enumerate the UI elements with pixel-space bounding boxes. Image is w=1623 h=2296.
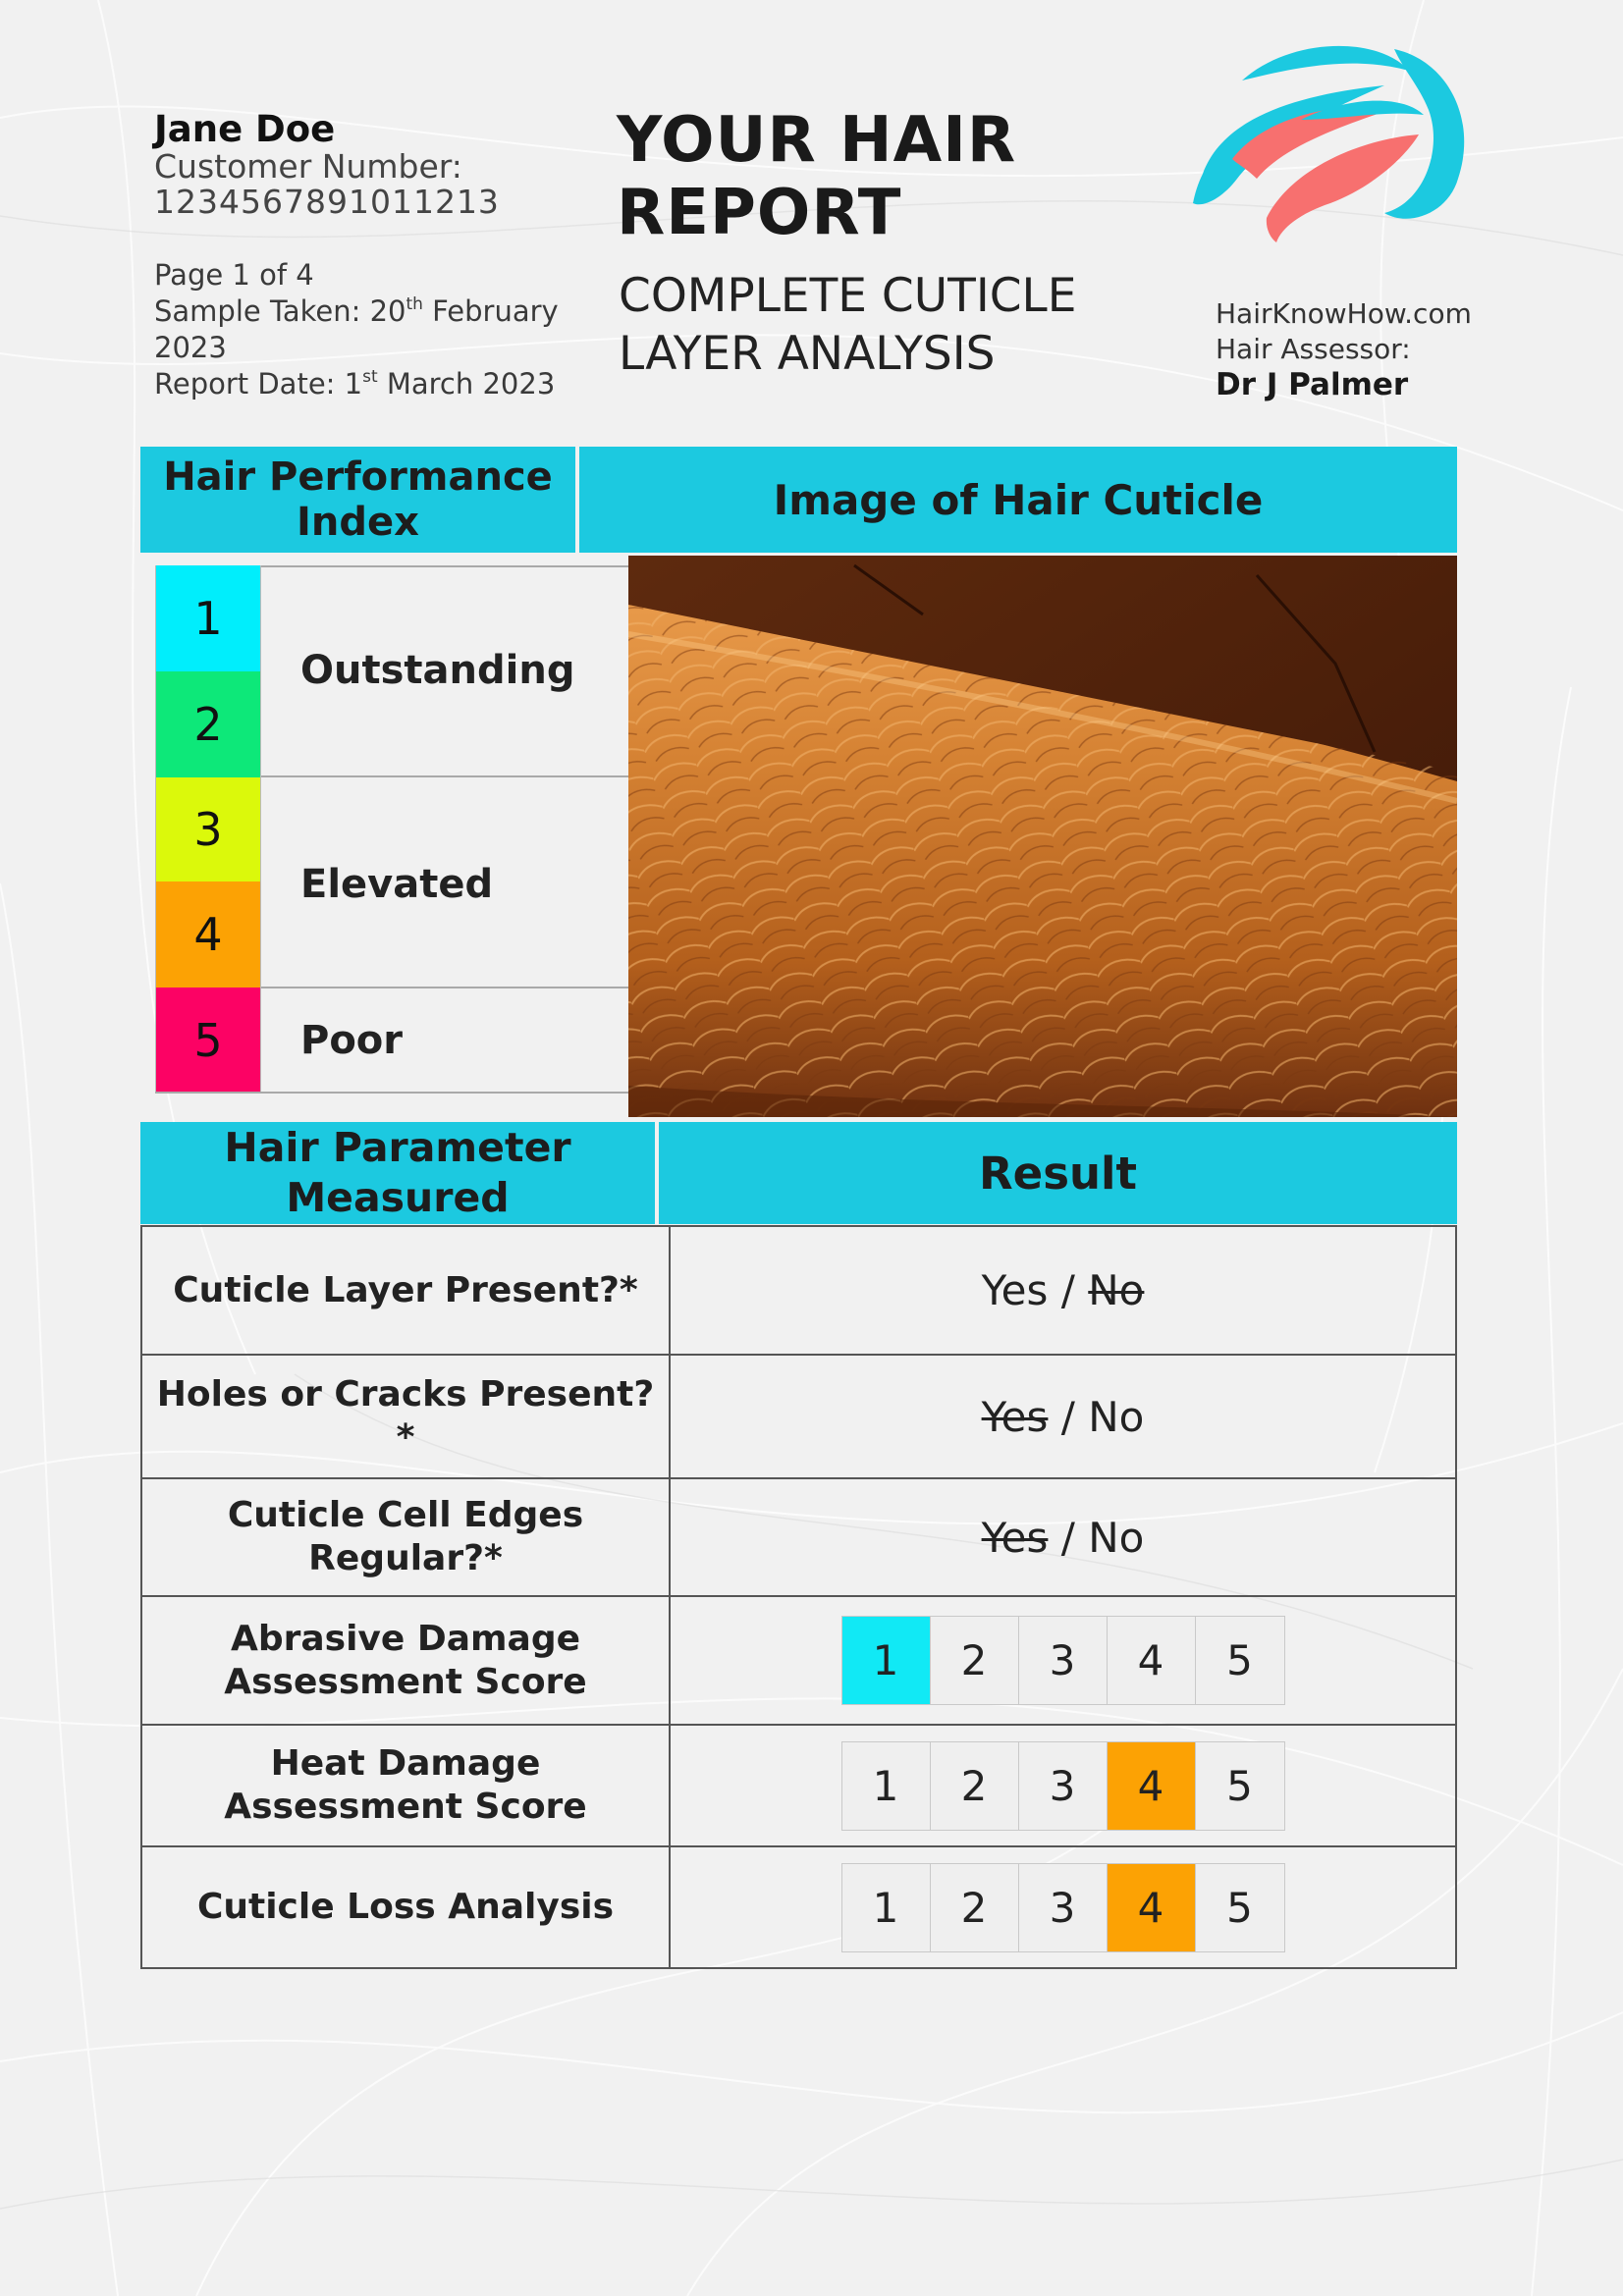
score-option: 1 [842,1864,931,1951]
performance-index-legend [155,565,575,1094]
yes-option: Yes [981,1266,1049,1314]
parameter-cell: Cuticle Loss Analysis [141,1846,670,1968]
result-cell: Yes / No [670,1478,1456,1596]
score-option: 3 [1019,1742,1108,1830]
table-row [141,1478,1456,1596]
index-swatch-4: 4 [155,881,261,988]
no-option: No [1088,1392,1145,1441]
result-cell [670,1846,1456,1968]
index-swatch-5: 5 [155,988,261,1094]
report-title: YOUR HAIR REPORT [617,104,1017,249]
score-scale [841,1616,1285,1705]
performance-index-header: Hair Performance Index [140,447,575,553]
legend-divider [261,1092,678,1094]
parameter-cell: Cuticle Cell Edges Regular?* [141,1478,670,1596]
result-cell: Yes / No [670,1355,1456,1478]
index-label-elevated: Elevated [300,862,494,907]
parameter-header: Hair Parameter Measured [140,1122,655,1224]
assessor-name: Dr J Palmer [1216,367,1409,402]
score-option: 2 [931,1864,1019,1951]
table-row [141,1596,1456,1725]
score-scale [841,1863,1285,1952]
score-option: 4 [1108,1742,1196,1830]
results-table [140,1225,1457,1969]
report-meta [154,257,576,402]
score-option: 2 [931,1617,1019,1704]
table-row [141,1226,1456,1355]
legend-divider [261,565,678,567]
sample-date: Sample Taken: 20th February 2023 [154,294,559,364]
score-option: 5 [1196,1864,1284,1951]
customer-name: Jane Doe [154,108,336,150]
customer-number: 1234567891011213 [154,183,500,221]
parameter-cell: Abrasive Damage Assessment Score [141,1596,670,1725]
no-option: No [1088,1513,1145,1562]
legend-divider [261,775,678,777]
parameter-cell: Heat Damage Assessment Score [141,1725,670,1846]
yes-option: Yes [981,1392,1049,1441]
website-link[interactable]: HairKnowHow.com [1216,297,1472,330]
parameter-cell: Holes or Cracks Present?* [141,1355,670,1478]
no-option: No [1088,1266,1145,1314]
result-cell [670,1596,1456,1725]
legend-divider [155,1092,261,1094]
report-date: Report Date: 1st March 2023 [154,367,556,400]
score-scale [841,1741,1285,1831]
result-cell [670,1725,1456,1846]
report-subtitle: COMPLETE CUTICLE LAYER ANALYSIS [619,269,1077,381]
page-indicator: Page 1 of 4 [154,258,314,292]
table-row [141,1355,1456,1478]
result-cell: Yes / No [670,1226,1456,1355]
index-label-outstanding: Outstanding [300,648,575,693]
score-option: 5 [1196,1742,1284,1830]
table-row [141,1725,1456,1846]
result-header: Result [659,1122,1457,1224]
index-swatch-3: 3 [155,777,261,881]
hair-logo-icon [1183,41,1478,287]
index-label-poor: Poor [300,1018,404,1063]
legend-divider [261,987,678,988]
cuticle-image-header: Image of Hair Cuticle [579,447,1457,553]
score-option: 2 [931,1742,1019,1830]
hair-cuticle-image [628,556,1457,1117]
table-row [141,1846,1456,1968]
customer-info [154,110,586,220]
customer-number-label: Customer Number: [154,147,462,186]
assessor-label: Hair Assessor: [1216,333,1411,365]
index-swatch-2: 2 [155,671,261,777]
score-option: 1 [842,1742,931,1830]
brand-info [1216,296,1471,402]
yes-option: Yes [981,1513,1049,1562]
score-option: 3 [1019,1617,1108,1704]
index-swatch-1: 1 [155,565,261,671]
score-option: 4 [1108,1864,1196,1951]
parameter-cell: Cuticle Layer Present?* [141,1226,670,1355]
score-option: 1 [842,1617,931,1704]
score-option: 3 [1019,1864,1108,1951]
score-option: 4 [1108,1617,1196,1704]
score-option: 5 [1196,1617,1284,1704]
